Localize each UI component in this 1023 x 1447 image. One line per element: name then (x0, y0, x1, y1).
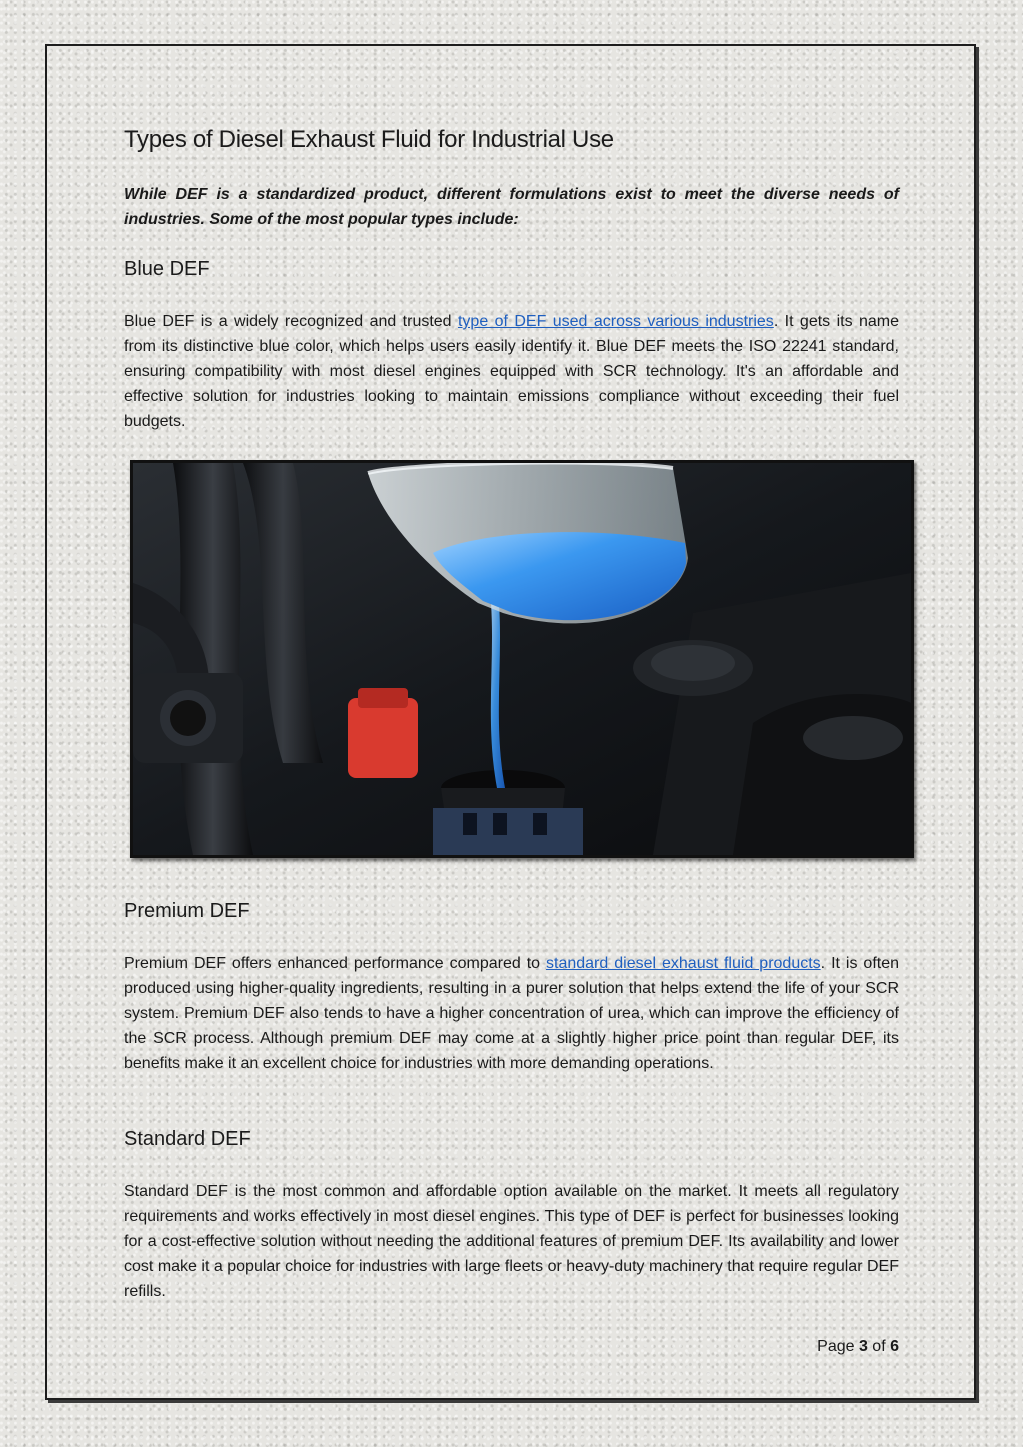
page-prefix: Page (817, 1338, 859, 1355)
section-title-blue-def: Blue DEF (124, 258, 210, 280)
link-type-of-def[interactable]: type of DEF used across various industries (457, 313, 774, 330)
section-text-premium-def (124, 951, 899, 1076)
intro-paragraph: While DEF is a standardized product, different formulations exist to meet the diverse needs of industries. Some of the most popular types include: (124, 186, 899, 228)
page-middle: of (867, 1338, 891, 1355)
section-title-premium-def: Premium DEF (124, 900, 250, 922)
text-segment: . It gets its name from its distinctive blue color, which helps users easily identify it. Blue DEF meets the ISO 22241 standard, ensuring compatibility with most diesel engines equipped with SCR technology. It's an affordable and effective solution for industries looking to maintain emissions compliance without exceeding their fuel budgets. (124, 313, 899, 430)
text-segment: Premium DEF offers enhanced performance compared to (124, 955, 547, 972)
page-title: Types of Diesel Exhaust Fluid for Industrial Use (124, 126, 614, 153)
page-number (817, 1338, 899, 1356)
page-total: 6 (890, 1338, 899, 1355)
section-title-standard-def: Standard DEF (124, 1128, 251, 1150)
def-pouring-photo (130, 460, 914, 858)
text-segment: . It is often produced using higher-quality ingredients, resulting in a purer solution that helps extend the life of your SCR system. Premium DEF also tends to have a higher concentration of urea, which can improve the efficiency of the SCR process. Although premium DEF may come at a slightly higher price point than regular DEF, its benefits make it an excellent choice for industries with more demanding operations. (124, 955, 900, 1072)
section-text-standard-def: Standard DEF is the most common and affordable option available on the market. It meets all regulatory requirements and works effectively in most diesel engines. This type of DEF is perfect for businesses looking for a cost-effective solution without needing the additional features of premium DEF. Its availability and lower cost make it a popular choice for industries with large fleets or heavy-duty machinery that require regular DEF refills. (124, 1183, 899, 1300)
link-standard-def-products[interactable]: standard diesel exhaust fluid products (546, 955, 821, 972)
text-segment: Blue DEF is a widely recognized and trusted (124, 313, 458, 330)
section-text-blue-def (124, 309, 899, 434)
page-current: 3 (858, 1338, 868, 1355)
